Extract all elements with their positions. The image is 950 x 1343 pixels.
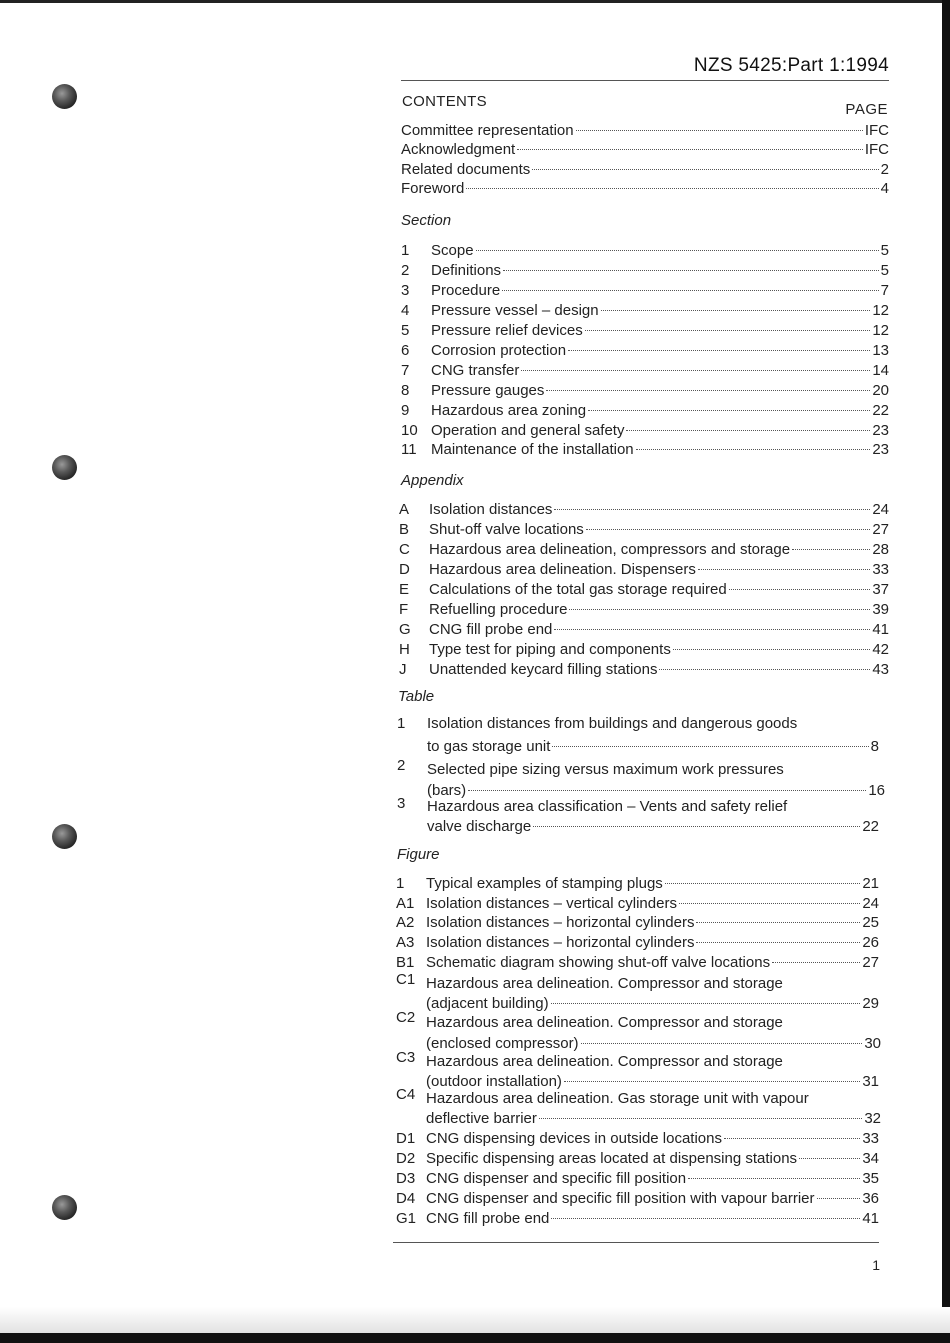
toc-entry[interactable]	[401, 440, 889, 459]
toc-entry-page: 24	[872, 501, 889, 518]
leader-dots	[585, 330, 871, 331]
toc-entry[interactable]	[396, 1149, 879, 1168]
toc-entry-number: 10	[401, 422, 418, 439]
toc-entry-number: 2	[401, 262, 410, 279]
toc-entry-number: F	[399, 601, 409, 618]
toc-entry-number: D3	[396, 1170, 416, 1187]
toc-entry-page: 35	[862, 1170, 879, 1187]
scan-bottom-border	[0, 1333, 950, 1343]
toc-entry-number: 4	[401, 302, 410, 319]
toc-entry-number: 9	[401, 402, 410, 419]
toc-entry[interactable]	[399, 640, 889, 659]
toc-entry-page: 43	[872, 661, 889, 678]
toc-entry[interactable]	[399, 580, 889, 599]
leader-dots	[636, 449, 871, 450]
toc-entry-number: C3	[396, 1049, 416, 1066]
leader-dots	[476, 250, 879, 251]
toc-entry-number: 11	[401, 441, 417, 458]
leader-dots	[799, 1158, 860, 1159]
toc-entry-page: 16	[868, 782, 885, 799]
toc-entry-number: C4	[396, 1086, 416, 1103]
toc-entry-number: D4	[396, 1190, 416, 1207]
toc-entry[interactable]	[426, 1034, 881, 1053]
toc-entry-page: 7	[880, 282, 889, 299]
toc-entry[interactable]	[399, 520, 889, 539]
toc-entry-page: 36	[862, 1190, 879, 1207]
leader-dots	[586, 529, 871, 530]
toc-entry[interactable]	[401, 140, 889, 159]
toc-entry-number: 6	[401, 342, 410, 359]
toc-entry-label: Schematic diagram showing shut-off valve locations	[426, 954, 771, 971]
toc-entry-label: Corrosion protection	[431, 342, 567, 359]
figure-heading: Figure	[397, 846, 440, 863]
toc-entry-number: B	[399, 521, 410, 538]
toc-entry-number: H	[399, 641, 410, 658]
toc-entry-label: Calculations of the total gas storage required	[429, 581, 727, 598]
leader-dots	[665, 883, 861, 884]
leader-dots	[521, 370, 870, 371]
toc-entry-page: 12	[872, 302, 889, 319]
toc-entry[interactable]	[396, 933, 879, 952]
toc-entry-number: 1	[401, 242, 410, 259]
toc-entry-number: 3	[397, 795, 406, 812]
toc-entry-page: 27	[872, 521, 889, 538]
toc-entry-number: G	[399, 621, 411, 638]
toc-entry-label: Isolation distances – horizontal cylinders	[426, 914, 695, 931]
toc-entry-number: B1	[396, 954, 415, 971]
toc-entry-label: Isolation distances from buildings and dangerous goods	[427, 715, 798, 732]
toc-entry[interactable]	[396, 894, 879, 913]
toc-entry-page: 2	[880, 161, 889, 178]
toc-entry-number: 1	[396, 875, 405, 892]
toc-entry[interactable]	[396, 1129, 879, 1148]
toc-entry[interactable]	[401, 281, 889, 300]
toc-entry-label: Maintenance of the installation	[431, 441, 634, 458]
toc-entry-page: 5	[880, 242, 889, 259]
toc-entry[interactable]	[399, 540, 889, 559]
footer-rule	[393, 1242, 879, 1243]
scan-bottom-shade	[0, 1307, 950, 1333]
scan-top-border	[0, 0, 950, 3]
toc-entry-label: Refuelling procedure	[429, 601, 568, 618]
toc-entry[interactable]	[399, 600, 889, 619]
toc-entry-label: (outdoor installation)	[426, 1073, 562, 1090]
toc-entry-label: to gas storage unit	[427, 738, 551, 755]
toc-entry-number: 8	[401, 382, 410, 399]
leader-dots	[502, 290, 878, 291]
toc-entry-page: 28	[872, 541, 889, 558]
toc-entry-page: 21	[862, 875, 879, 892]
toc-entry-label: CNG fill probe end	[426, 1210, 550, 1227]
toc-entry-page: 32	[864, 1110, 881, 1127]
leader-dots	[554, 509, 870, 510]
toc-entry-label: CNG transfer	[431, 362, 520, 379]
standard-id: NZS 5425:Part 1:1994	[693, 55, 889, 76]
toc-entry-label: Operation and general safety	[431, 422, 625, 439]
toc-entry[interactable]	[399, 500, 889, 519]
toc-entry-page: 39	[872, 601, 889, 618]
toc-entry-page: 29	[862, 995, 879, 1012]
leader-dots	[626, 430, 870, 431]
punch-hole	[52, 455, 77, 480]
toc-entry-label: Selected pipe sizing versus maximum work pressures	[427, 761, 784, 778]
toc-entry-label: Acknowledgment	[401, 141, 516, 158]
toc-entry-page: IFC	[864, 141, 889, 158]
leader-dots	[533, 826, 860, 827]
toc-entry-label: Unattended keycard filling stations	[429, 661, 658, 678]
toc-entry-label: Scope	[431, 242, 474, 259]
toc-entry-label: Definitions	[431, 262, 502, 279]
toc-entry-page: 30	[864, 1035, 881, 1052]
leader-dots	[792, 549, 870, 550]
toc-entry-label: Pressure vessel – design	[431, 302, 599, 319]
leader-dots	[698, 569, 870, 570]
toc-entry[interactable]	[396, 913, 879, 932]
toc-entry-page: 33	[862, 1130, 879, 1147]
toc-entry-page: 33	[872, 561, 889, 578]
toc-entry[interactable]	[396, 953, 879, 972]
toc-entry-label: Pressure relief devices	[431, 322, 583, 339]
toc-entry-number: D2	[396, 1150, 416, 1167]
header-rule	[401, 80, 889, 81]
leader-dots	[551, 1003, 861, 1004]
toc-entry[interactable]	[401, 401, 889, 420]
toc-entry-number: A1	[396, 895, 415, 912]
leader-dots	[772, 962, 860, 963]
punch-hole	[52, 84, 77, 109]
page-number: 1	[872, 1257, 880, 1273]
toc-entry-label: (adjacent building)	[426, 995, 549, 1012]
toc-entry-label: Type test for piping and components	[429, 641, 671, 658]
toc-entry-page: 25	[862, 914, 879, 931]
toc-entry-page: 23	[872, 441, 889, 458]
toc-entry-label: Hazardous area delineation. Compressor and storage	[426, 975, 783, 992]
toc-entry[interactable]	[396, 1189, 879, 1208]
toc-entry-page: 27	[862, 954, 879, 971]
toc-entry-page: 34	[862, 1150, 879, 1167]
toc-entry[interactable]	[396, 1209, 879, 1228]
toc-entry-label: Hazardous area delineation. Compressor and storage	[426, 1053, 783, 1070]
toc-entry[interactable]	[401, 261, 889, 280]
leader-dots	[569, 609, 870, 610]
toc-entry-number: J	[399, 661, 407, 678]
toc-entry-label: (bars)	[427, 782, 467, 799]
toc-entry-label: CNG fill probe end	[429, 621, 553, 638]
leader-dots	[532, 169, 878, 170]
toc-entry-label: CNG dispenser and specific fill position with vapour barrier	[426, 1190, 815, 1207]
toc-entry[interactable]	[396, 1169, 879, 1188]
toc-entry[interactable]	[399, 620, 889, 639]
toc-entry-label: Isolation distances – horizontal cylinders	[426, 934, 695, 951]
toc-entry-number: C2	[396, 1009, 416, 1026]
toc-entry-label: CNG dispenser and specific fill position	[426, 1170, 687, 1187]
toc-entry-label: Procedure	[431, 282, 501, 299]
leader-dots	[552, 746, 868, 747]
toc-entry-label: Specific dispensing areas located at dispensing stations	[426, 1150, 798, 1167]
leader-dots	[679, 903, 860, 904]
toc-entry-page: 41	[862, 1210, 879, 1227]
leader-dots	[503, 270, 879, 271]
toc-entry-number: 7	[401, 362, 410, 379]
toc-entry-page: 20	[872, 382, 889, 399]
table-heading: Table	[398, 688, 435, 705]
leader-dots	[564, 1081, 860, 1082]
toc-entry-label: (enclosed compressor)	[426, 1035, 579, 1052]
toc-entry-number: A	[399, 501, 410, 518]
toc-entry-page: 13	[872, 342, 889, 359]
leader-dots	[517, 149, 863, 150]
toc-entry-number: 1	[397, 715, 406, 732]
leader-dots	[696, 922, 860, 923]
leader-dots	[673, 649, 870, 650]
appendix-heading: Appendix	[401, 472, 464, 489]
leader-dots	[568, 350, 870, 351]
toc-entry[interactable]	[427, 737, 879, 756]
toc-entry-page: 41	[872, 621, 889, 638]
toc-entry-page: 4	[880, 180, 889, 197]
toc-entry-page: 5	[880, 262, 889, 279]
toc-entry[interactable]	[401, 341, 889, 360]
toc-entry-label: Shut-off valve locations	[429, 521, 584, 538]
toc-entry-label: Hazardous area classification – Vents and safety relief	[427, 798, 788, 815]
toc-entry[interactable]	[401, 321, 889, 340]
leader-dots	[581, 1043, 863, 1044]
punch-hole	[52, 1195, 77, 1220]
toc-entry-page: 31	[862, 1073, 879, 1090]
toc-entry-label: Hazardous area delineation. Gas storage unit with vapour	[426, 1090, 809, 1107]
contents-title: CONTENTS	[402, 93, 487, 110]
leader-dots	[688, 1178, 860, 1179]
toc-entry[interactable]	[396, 874, 879, 893]
toc-entry[interactable]	[401, 160, 889, 179]
toc-entry[interactable]	[401, 179, 889, 198]
toc-entry-label: Isolation distances – vertical cylinders	[426, 895, 677, 912]
toc-entry-number: D	[399, 561, 410, 578]
toc-entry-page: 14	[872, 362, 889, 379]
toc-entry-page: 22	[862, 818, 879, 835]
toc-entry-label: Committee representation	[401, 122, 574, 139]
toc-entry-label: Hazardous area zoning	[431, 402, 587, 419]
toc-entry-number: A3	[396, 934, 415, 951]
toc-entry-number: 3	[401, 282, 410, 299]
section-heading: Section	[401, 212, 452, 229]
leader-dots	[696, 942, 860, 943]
toc-entry-label: Hazardous area delineation, compressors and storage	[429, 541, 791, 558]
toc-entry[interactable]	[399, 660, 889, 679]
punch-hole	[52, 824, 77, 849]
toc-entry-number: G1	[396, 1210, 417, 1227]
page-column-label: PAGE	[845, 101, 888, 118]
toc-entry-number: C1	[396, 971, 416, 988]
toc-entry-number: C	[399, 541, 410, 558]
leader-dots	[576, 130, 863, 131]
toc-entry-number: D1	[396, 1130, 416, 1147]
leader-dots	[468, 790, 866, 791]
toc-entry[interactable]	[401, 301, 889, 320]
leader-dots	[659, 669, 870, 670]
leader-dots	[551, 1218, 860, 1219]
toc-entry-label: Foreword	[401, 180, 465, 197]
toc-entry-page: 42	[872, 641, 889, 658]
scan-right-border	[942, 0, 950, 1343]
toc-entry[interactable]	[401, 361, 889, 380]
toc-entry-page: 24	[862, 895, 879, 912]
toc-entry[interactable]	[401, 421, 889, 440]
toc-entry-label: valve discharge	[427, 818, 532, 835]
toc-entry-page: 22	[872, 402, 889, 419]
leader-dots	[466, 188, 878, 189]
leader-dots	[546, 390, 870, 391]
toc-entry-page: 12	[872, 322, 889, 339]
toc-entry[interactable]	[427, 817, 879, 836]
leader-dots	[724, 1138, 860, 1139]
leader-dots	[539, 1118, 862, 1119]
toc-entry-page: 23	[872, 422, 889, 439]
toc-entry-label: Typical examples of stamping plugs	[426, 875, 663, 892]
leader-dots	[554, 629, 870, 630]
toc-entry-label: Related documents	[401, 161, 531, 178]
toc-entry-number: A2	[396, 914, 415, 931]
toc-entry-number: 5	[401, 322, 410, 339]
toc-entry-page: IFC	[864, 122, 889, 139]
leader-dots	[601, 310, 871, 311]
toc-entry[interactable]	[401, 121, 889, 140]
toc-entry-label: Hazardous area delineation. Dispensers	[429, 561, 696, 578]
toc-entry-label: Pressure gauges	[431, 382, 545, 399]
toc-entry[interactable]	[401, 381, 889, 400]
toc-entry-label: deflective barrier	[426, 1110, 537, 1127]
toc-entry-label: CNG dispensing devices in outside locations	[426, 1130, 722, 1147]
toc-entry[interactable]	[399, 560, 889, 579]
toc-entry-number: 2	[397, 757, 406, 774]
toc-entry[interactable]	[426, 1109, 881, 1128]
toc-entry-label: Hazardous area delineation. Compressor and storage	[426, 1014, 783, 1031]
leader-dots	[729, 589, 871, 590]
toc-entry[interactable]	[401, 241, 889, 260]
toc-entry-number: E	[399, 581, 410, 598]
toc-entry-page: 8	[870, 738, 879, 755]
toc-entry-page: 37	[872, 581, 889, 598]
toc-entry-page: 26	[862, 934, 879, 951]
leader-dots	[588, 410, 870, 411]
toc-entry[interactable]	[426, 994, 879, 1013]
leader-dots	[817, 1198, 861, 1199]
toc-entry-label: Isolation distances	[429, 501, 553, 518]
